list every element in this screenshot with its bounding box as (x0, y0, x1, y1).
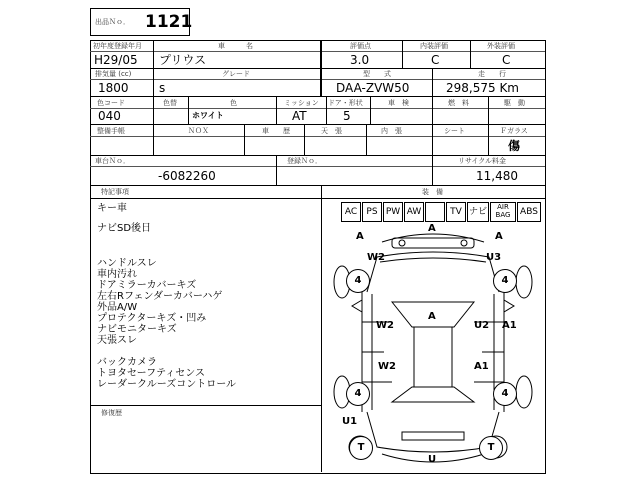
damage-mark: A (495, 231, 503, 242)
reg-label: 初年度登録年月 (93, 42, 142, 50)
note-line: 車内汚れ (97, 269, 137, 280)
recycle-label: リサイクル料金 (458, 157, 507, 165)
equip-navi: ナビ (467, 202, 489, 222)
interior-eval-label: 内装評価 (420, 42, 448, 50)
inspection-label: 車 検 (388, 99, 409, 107)
front-glass-value: 傷 (508, 139, 521, 153)
equip-blank (425, 202, 445, 222)
lot-box (90, 8, 193, 36)
maintenance-label: 整備手帳 (97, 127, 125, 135)
doors-value: 5 (343, 109, 351, 123)
exterior-eval-value: C (502, 53, 511, 67)
note-line: ナビSD後日 (97, 223, 152, 234)
grade-value: s (159, 81, 166, 95)
note-line: バックカメラ (97, 357, 157, 368)
damage-mark: W2 (376, 320, 394, 331)
note-line: 天張スレ (97, 335, 137, 346)
mission-value: AT (292, 109, 307, 123)
reg-value: H29/05 (94, 53, 138, 67)
lot-label: 出品Ｎｏ． (95, 18, 130, 26)
damage-mark: U (428, 454, 437, 465)
interior-eval-value: C (431, 53, 440, 67)
tyre-score: 4 (346, 269, 370, 293)
damage-mark: A (428, 223, 436, 234)
score-label: 評価点 (350, 42, 371, 50)
chassis-label: 車台Ｎｏ． (95, 157, 130, 165)
equipment-section-label: 装 備 (422, 188, 443, 196)
drive-label: 駆 動 (504, 99, 525, 107)
tyre-score: 4 (493, 382, 517, 406)
name-value: プリウス (159, 53, 207, 67)
damage-mark: U3 (486, 252, 502, 263)
repair-history-label: 修復歴 (101, 409, 122, 417)
score-value: 3.0 (350, 53, 370, 67)
name-label: 車 名 (218, 42, 253, 50)
equip-abs: ABS (517, 202, 541, 222)
seat-label: シート (444, 127, 465, 135)
damage-mark: A1 (502, 320, 517, 331)
damage-mark: A1 (474, 361, 489, 372)
color-name-label: 色 (230, 99, 237, 107)
equip-ac: AC (341, 202, 361, 222)
tyre-score: 4 (346, 382, 370, 406)
nox-label: ＮＯＸ (188, 127, 209, 135)
equip-airbag: AIR BAG (490, 202, 516, 222)
regno-label: 登録Ｎｏ． (287, 157, 322, 165)
front-glass-label: Ｆガラス (500, 127, 528, 135)
color-code-value: 040 (98, 109, 121, 123)
equip-tv: TV (446, 202, 466, 222)
note-line: ハンドルスレ (97, 258, 157, 269)
chassis-value: -6082260 (158, 169, 216, 183)
equip-pw: PW (383, 202, 403, 222)
damage-mark: A (356, 231, 364, 242)
damage-mark: U2 (474, 320, 490, 331)
notes-section-label: 特記事項 (101, 188, 129, 196)
mileage-value: 298,575 Km (446, 81, 519, 95)
note-line: キー車 (97, 203, 127, 214)
damage-mark: A (428, 311, 436, 322)
mission-label: ミッション (284, 99, 319, 107)
history-label: 車 歴 (262, 127, 290, 135)
model-label: 型 式 (363, 70, 391, 78)
damage-mark-circled: T (349, 436, 373, 460)
damage-mark: U1 (342, 416, 358, 427)
recycle-value: 11,480 (476, 169, 518, 183)
note-line: 外品A/W (97, 302, 138, 313)
displacement-label: 排気量 (cc) (95, 70, 132, 78)
damage-mark-circled: T (479, 436, 503, 460)
displacement-value: 1800 (98, 81, 129, 95)
equip-ps: PS (362, 202, 382, 222)
note-line: トヨタセーフティセンス (97, 368, 205, 379)
roof-label: 天 張 (321, 127, 342, 135)
damage-mark: W2 (367, 252, 385, 263)
grade-label: グレード (222, 70, 250, 78)
interior-lining-label: 内 張 (381, 127, 402, 135)
color-change-label: 色替 (163, 99, 177, 107)
fuel-label: 燃 料 (448, 99, 469, 107)
note-line: プロテクターキズ・凹み (97, 313, 207, 324)
mileage-label: 走 行 (478, 70, 506, 78)
color-name-value: ホワイト (192, 111, 224, 120)
car-diagram (322, 222, 544, 472)
tyre-score: 4 (493, 269, 517, 293)
note-line: ナビモニターキズ (97, 324, 177, 335)
note-line: レーダークルーズコントロール (97, 379, 236, 390)
lot-number: 1121 (145, 12, 193, 32)
doors-label: ドア・形状 (328, 99, 363, 107)
equip-aw: AW (404, 202, 424, 222)
color-code-label: 色コード (97, 99, 125, 107)
model-value: DAA-ZVW50 (336, 81, 410, 95)
damage-mark: W2 (378, 361, 396, 372)
exterior-eval-label: 外装評価 (487, 42, 515, 50)
note-line: 左右Rフェンダーカバーハゲ (97, 291, 223, 302)
note-line: ドアミラーカバーキズ (97, 280, 197, 291)
